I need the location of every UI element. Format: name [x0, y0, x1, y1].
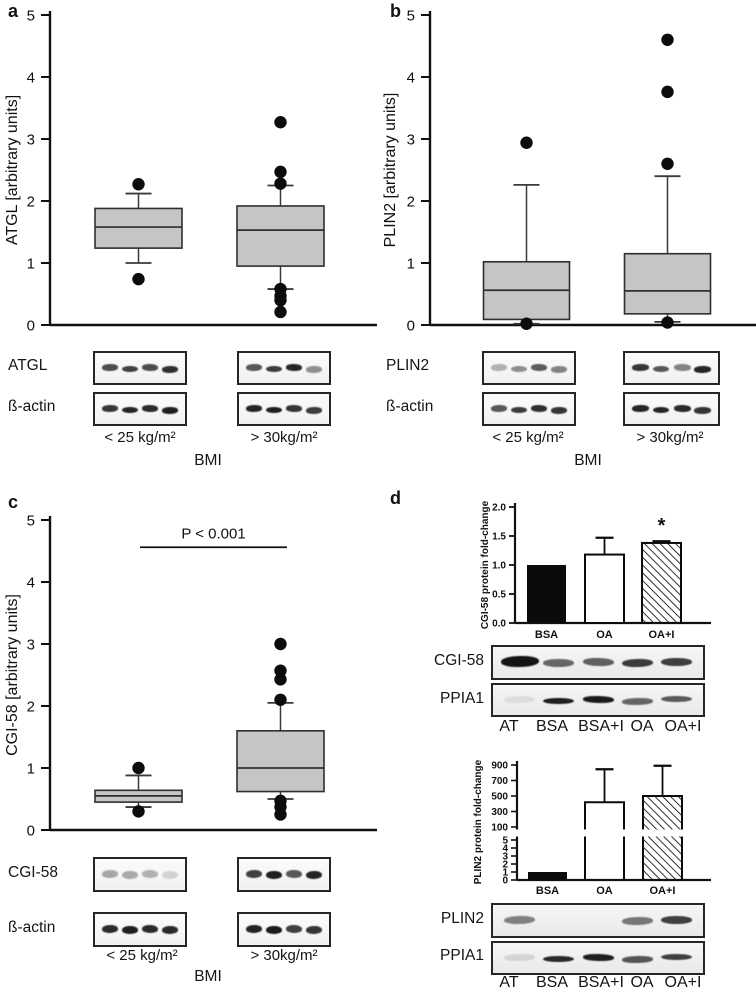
- y-tick-label: 0.5: [492, 589, 506, 601]
- y-tick-label: 4: [26, 574, 35, 592]
- blot-band: [102, 924, 118, 932]
- outlier-point: [132, 178, 144, 190]
- cgi58-foldchange-bar-chart: [378, 480, 756, 644]
- blot-band: [582, 657, 613, 666]
- outlier-point: [520, 318, 532, 330]
- outlier-point: [132, 273, 144, 285]
- y-tick-label: 4: [502, 843, 508, 855]
- blot-band: [622, 917, 653, 926]
- blot-band: [531, 364, 547, 371]
- outlier-point: [274, 177, 286, 189]
- blot-band: [582, 696, 613, 703]
- y-tick-label: 1: [26, 760, 35, 778]
- group-label-obese: > 30kg/m²: [250, 947, 318, 964]
- blot-row-label-ppia1: PPIA1: [440, 947, 484, 964]
- blot-box-bactin-obese: [237, 912, 331, 947]
- y-tick-label: 3: [406, 131, 415, 149]
- panel-b-letter: b: [390, 1, 401, 21]
- blot-band: [142, 405, 158, 412]
- blot-band: [673, 405, 690, 412]
- blot-band: [511, 366, 527, 373]
- y-axis-label: PLIN2 protein fold-change: [473, 759, 484, 885]
- blot-band: [632, 405, 649, 412]
- outlier-point: [661, 34, 673, 46]
- blot-band: [122, 407, 138, 414]
- blot-band: [500, 655, 538, 667]
- blot-band: [102, 405, 118, 412]
- outlier-point: [274, 694, 286, 706]
- blot-row-label-ppia1: PPIA1: [440, 690, 484, 707]
- blot-band: [661, 658, 692, 666]
- blot-band: [162, 365, 178, 372]
- lane-label-bsa: BSA: [535, 718, 569, 735]
- p-value-label: P < 0.001: [181, 525, 246, 543]
- outlier-point: [520, 137, 532, 149]
- blot-band: [504, 696, 535, 703]
- x-category-label: BSA: [535, 885, 560, 897]
- bar-BSA: [527, 565, 566, 623]
- blot-row-label-cgi58: CGI-58: [434, 652, 484, 669]
- blot-band: [653, 407, 670, 414]
- blot-band: [622, 697, 653, 704]
- blot-band: [246, 364, 262, 371]
- blot-band: [286, 869, 302, 877]
- y-tick-label: 700: [491, 776, 508, 787]
- blot-band: [122, 926, 138, 934]
- blot-box-cgi58-obese: [237, 857, 331, 892]
- outlier-point: [274, 638, 286, 650]
- blot-box-plin2-lean: [482, 351, 576, 385]
- blot-row-label-atgl: ATGL: [8, 357, 48, 374]
- bar-BSA: [528, 872, 567, 880]
- panel-a: [0, 0, 378, 480]
- y-tick-label: 1: [502, 867, 508, 879]
- blot-row-label-bactin: ß-actin: [386, 398, 434, 415]
- lane-label-oa: OA: [630, 974, 654, 991]
- blot-row-label-bactin: ß-actin: [8, 919, 56, 936]
- y-tick-label: 1.5: [492, 531, 506, 543]
- outlier-point: [274, 306, 286, 318]
- outlier-point: [132, 762, 144, 774]
- y-tick-label: 500: [491, 791, 508, 803]
- box: [95, 208, 182, 248]
- y-axis-label: ATGL [arbitrary units]: [4, 94, 21, 246]
- cgi58-boxplot-chart: [0, 480, 378, 842]
- blot-box-bactin-lean: [93, 912, 187, 947]
- bar-OA: [585, 555, 624, 623]
- outlier-point: [274, 166, 286, 178]
- y-tick-label: 3: [26, 636, 35, 654]
- x-axis-title-bmi: BMI: [194, 968, 222, 985]
- blot-band: [543, 698, 574, 705]
- group-label-lean: < 25 kg/m²: [106, 947, 178, 964]
- y-tick-label: 3: [502, 851, 508, 863]
- box: [237, 206, 324, 266]
- y-tick-label: 5: [26, 512, 35, 530]
- outlier-point: [661, 316, 673, 328]
- blot-band: [673, 364, 690, 371]
- y-tick-label: 4: [26, 69, 35, 87]
- y-tick-label: 2: [26, 193, 35, 211]
- blot-band: [142, 924, 158, 932]
- outlier-point: [661, 86, 673, 98]
- x-category-label: OA: [596, 629, 613, 641]
- blot-band: [122, 366, 138, 373]
- blot-band: [543, 956, 574, 963]
- y-tick-label: 3: [26, 131, 35, 149]
- blot-box-cgi58-lanes: [491, 645, 705, 680]
- y-axis-label: PLIN2 [arbitrary units]: [382, 92, 399, 248]
- blot-band: [543, 659, 574, 667]
- bar-upper-OA+I: [643, 796, 682, 830]
- blot-band: [622, 659, 653, 668]
- blot-box-atgl-lean: [93, 351, 187, 385]
- lane-label-bsa: BSA: [535, 974, 569, 991]
- y-tick-label: 4: [406, 69, 415, 87]
- y-tick-label: 0: [26, 317, 35, 335]
- y-tick-label: 2: [406, 193, 415, 211]
- blot-band: [306, 871, 322, 879]
- blot-band: [142, 869, 158, 877]
- blot-band: [306, 365, 322, 372]
- y-tick-label: 2.0: [492, 502, 506, 514]
- outlier-point: [274, 116, 286, 128]
- blot-band: [162, 871, 178, 879]
- blot-band: [551, 365, 567, 372]
- blot-band: [504, 954, 535, 961]
- group-label-lean: < 25 kg/m²: [492, 429, 564, 446]
- panel-d-letter: d: [390, 488, 401, 508]
- lane-label-bsa-i: BSA+I: [578, 974, 624, 991]
- bar-upper-OA: [585, 802, 624, 829]
- blot-band: [582, 954, 613, 961]
- blot-band: [122, 871, 138, 879]
- blot-row-label-bactin: ß-actin: [8, 398, 56, 415]
- blot-box-bactin-lean: [93, 392, 187, 426]
- lane-label-bsa-i: BSA+I: [578, 718, 624, 735]
- blot-band: [286, 364, 302, 371]
- blot-band: [102, 869, 118, 877]
- y-axis-label: CGI-58 [arbitrary units]: [4, 594, 21, 756]
- blot-box-ppia1-lanes: [491, 683, 705, 717]
- plin2-foldchange-bar-chart: [378, 738, 756, 910]
- group-label-obese: > 30kg/m²: [250, 429, 318, 446]
- blot-band: [266, 407, 282, 414]
- blot-band: [504, 915, 535, 924]
- blot-band: [246, 869, 262, 877]
- atgl-boxplot-chart: [0, 0, 378, 340]
- blot-band: [246, 405, 262, 412]
- x-category-label: BSA: [534, 629, 559, 641]
- blot-band: [661, 954, 692, 961]
- lane-label-oa-i: OA+I: [664, 974, 702, 991]
- blot-band: [246, 924, 262, 932]
- lane-label-at: AT: [499, 974, 519, 991]
- blot-box-bactin-obese: [623, 392, 720, 426]
- y-tick-label: 2: [502, 859, 508, 871]
- y-tick-label: 1: [26, 255, 35, 273]
- blot-row-label-cgi58: CGI-58: [8, 864, 58, 881]
- box: [237, 731, 324, 792]
- y-axis-label: CGI-58 protein fold-change: [480, 500, 491, 630]
- blot-band: [511, 407, 527, 414]
- blot-row-label-plin2: PLIN2: [386, 357, 430, 374]
- blot-band: [661, 696, 692, 703]
- blot-band: [162, 926, 178, 934]
- blot-band: [162, 406, 178, 413]
- outlier-point: [274, 673, 286, 685]
- blot-box-plin2-obese: [623, 351, 720, 385]
- blot-band: [306, 926, 322, 934]
- panel-c: [0, 480, 378, 995]
- blot-band: [694, 365, 711, 372]
- bar-OA+I: [642, 543, 681, 623]
- blot-box-cgi58-lean: [93, 857, 187, 892]
- outlier-point: [274, 808, 286, 820]
- y-tick-label: 900: [491, 760, 508, 772]
- panel-b: [378, 0, 756, 480]
- y-tick-label: 5: [406, 7, 415, 25]
- panel-d: [378, 480, 756, 995]
- y-tick-label: 2: [26, 698, 35, 716]
- y-tick-label: 0: [406, 317, 415, 335]
- panel-a-letter: a: [8, 1, 19, 21]
- x-axis-title-bmi: BMI: [574, 452, 602, 469]
- y-tick-label: 1: [406, 255, 415, 273]
- x-category-label: OA+I: [649, 885, 676, 897]
- y-tick-label: 5: [502, 835, 508, 847]
- blot-band: [142, 364, 158, 371]
- outlier-point: [274, 294, 286, 306]
- blot-band: [266, 366, 282, 373]
- blot-band: [491, 364, 507, 371]
- y-tick-label: 0.0: [492, 618, 506, 630]
- x-category-label: OA+I: [648, 629, 675, 641]
- blot-band: [661, 916, 692, 924]
- y-tick-label: 300: [491, 807, 508, 818]
- blot-box-plin2-lanes: [491, 903, 705, 938]
- blot-band: [266, 926, 282, 934]
- significance-star: *: [657, 515, 666, 537]
- blot-band: [632, 364, 649, 371]
- blot-row-label-plin2: PLIN2: [440, 910, 484, 927]
- blot-band: [622, 955, 653, 962]
- outlier-point: [132, 805, 144, 817]
- y-tick-label: 1.0: [492, 560, 506, 572]
- blot-band: [551, 406, 567, 413]
- blot-band: [531, 405, 547, 412]
- lane-label-oa-i: OA+I: [664, 718, 702, 735]
- blot-band: [286, 924, 302, 932]
- blot-box-bactin-obese: [237, 392, 331, 426]
- lane-label-at: AT: [499, 718, 519, 735]
- blot-band: [286, 405, 302, 412]
- blot-box-bactin-lean: [482, 392, 576, 426]
- blot-band: [266, 871, 282, 879]
- y-tick-label: 0: [502, 875, 508, 887]
- blot-box-atgl-obese: [237, 351, 331, 385]
- panel-c-letter: c: [8, 492, 19, 512]
- blot-band: [653, 366, 670, 373]
- y-tick-label: 0: [26, 822, 35, 840]
- outlier-point: [661, 158, 673, 170]
- y-tick-label: 100: [491, 822, 508, 834]
- blot-band: [491, 405, 507, 412]
- box: [625, 254, 711, 314]
- x-axis-title-bmi: BMI: [194, 452, 222, 469]
- blot-band: [694, 406, 711, 413]
- blot-band: [306, 406, 322, 413]
- group-label-lean: < 25 kg/m²: [104, 429, 176, 446]
- bar-lower-fill-OA+I: [643, 837, 682, 881]
- blot-box-ppia1-lanes: [491, 941, 705, 975]
- blot-band: [102, 364, 118, 371]
- lane-label-oa: OA: [630, 718, 654, 735]
- x-category-label: OA: [596, 885, 613, 897]
- group-label-obese: > 30kg/m²: [636, 429, 704, 446]
- plin2-boxplot-chart: [378, 0, 756, 340]
- y-tick-label: 5: [26, 7, 35, 25]
